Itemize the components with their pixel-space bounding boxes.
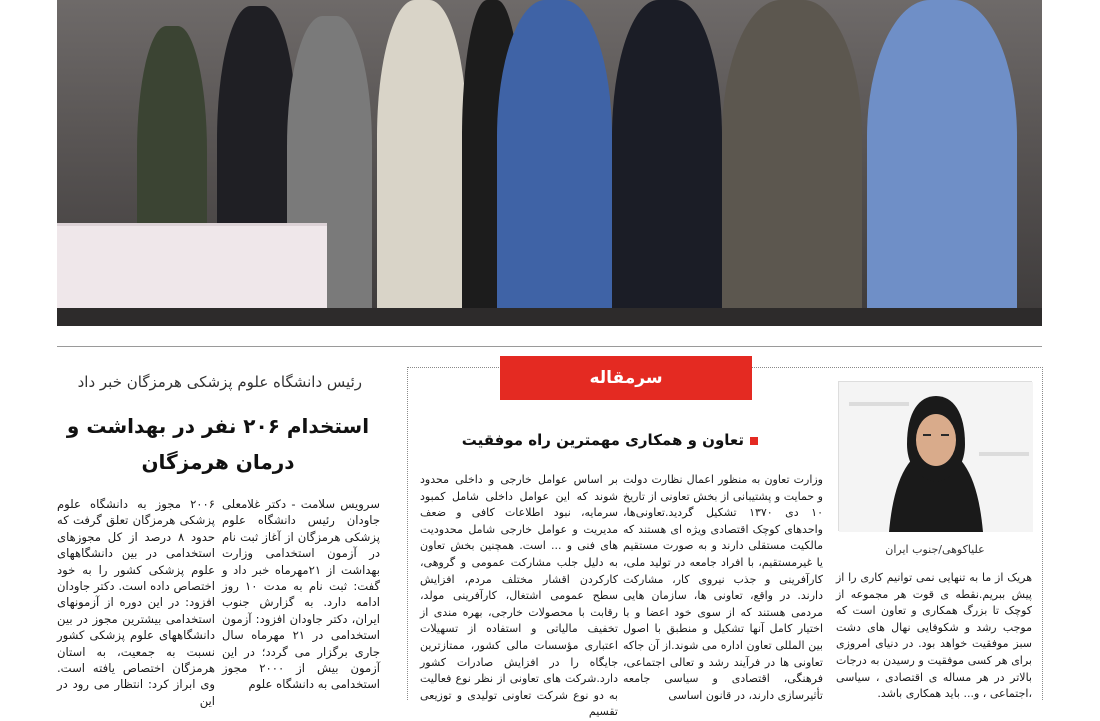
author-portrait-icon	[839, 382, 1033, 532]
editorial-body-column: بر اساس عوامل خارجی و داخلی محدود شوند که این عوامل داخلی شامل کمبود سرمایه، نبود اطلاعات کافی و ضعف مدیریت و عوامل خارجی شامل محدودیت های فنی و ... است. همچنین بخش تعاون به دلیل جلب مشارکت عمومی و گروهی، کارکردن اقشار مختلف مردم، افزایش سطح عمومی اشتغال، کارآفرینی مولد، رقابت با محصولات خارجی، بهره مندی از تخفیف مالیاتی و استفاده از تسهیلات اعتباری مؤسسات مالی کشور، ممتازترین جایگاه را در افزایش صادرات کشور دارد.شرکت های تعاونی از نظر نوع فعالیت به دو نوع شرکت تعاونی تولیدی و توزیعی تقسیم	[420, 473, 618, 719]
news-kicker: رئیس دانشگاه علوم پزشکی هرمزگان خبر داد	[77, 373, 362, 391]
news-body-column: ۲۰۰۶ مجوز به دانشگاه علوم پزشکی هرمزگان تعلق گرفت که حدود ۸ درصد از کل مجوزهای استخدامی در بین دانشگاههای علوم پزشکی کشور را به خود اختصاص داده است. دکتر جاودان افزود: در این دوره از آزمونهای استخدامی بیشترین مجوز در بین دانشگاههای علوم پزشکی کشور نسبت به جمعیت، به استان هرمزگان اختصاص یافته است. وی ابراز کرد: انتظار می رود در این	[57, 497, 216, 708]
editorial-title-text: تعاون و همکاری مهمترین راه موفقیت	[461, 431, 744, 449]
news-headline: استخدام ۲۰۶ نفر در بهداشت و درمان هرمزگان	[66, 414, 370, 474]
photo-figure	[377, 0, 467, 326]
editorial-body-column: وزارت تعاون به منظور اعمال نظارت دولت و حمایت و پشتیبانی از بخش تعاونی از تاریخ ۱۰ دی ۱۳۷۰ تشکیل گردید.تعاونی‌ها، واحدهای کوچک اقتصادی ویژه ای هستند که مالکیت مستقلی دارند و به صورت مستقیم یا غیرمستقیم، با افراد جامعه در تولید ملی، کارآفرینی و جذب نیروی کار، مشارکت دارند. در واقع، تعاونی ها، سازمان هایی مردمی هستند که از سوی خود اعضا و با اختیار کامل آنها تشکیل و منطبق با اصول بین المللی تعاون اداره می شوند.از آن جاکه تعاونی ها در فرآیند رشد و تعالی اجتماعی، فرهنگی، اقتصادی و سیاسی جامعه تأثیرسازی دارند، در قانون اساسی	[623, 473, 823, 702]
editorial-section-badge: سرمقاله	[500, 356, 752, 400]
author-photo	[838, 381, 1032, 531]
title-bullet-icon	[750, 437, 758, 445]
photo-figure	[612, 0, 722, 326]
author-caption: علیاکوهی/جنوب ایران	[885, 543, 985, 556]
news-photo	[57, 0, 1042, 326]
news-body-column: سرویس سلامت - دکتر غلامعلی جاودان رئیس دانشگاه علوم پزشکی هرمزگان از آغاز ثبت نام در آزمون استخدامی وزارت بهداشت از ۲۱مهرماه خبر داد و گفت: ثبت نام به مدت ۱۰ روز ادامه دارد. به گزارش جنوب ایران، دکتر جاودان افزود: آزمون استخدامی در ۲۱ مهرماه سال جاری برگزار می گردد؛ در این آزمون بیش از ۲۰۰۰ مجوز استخدامی به دانشگاه علوم	[222, 497, 381, 692]
photo-floor	[57, 308, 1042, 326]
photo-figure	[722, 0, 862, 326]
photo-figure	[497, 0, 612, 326]
editorial-title	[440, 431, 758, 449]
section-divider	[57, 346, 1042, 347]
editorial-intro-column: هریک از ما به تنهایی نمی توانیم کاری را از پیش ببریم.نقطه ی قوت هر مجموعه از کوچک تا بزرگ همکاری و تعاون است که موجب رشد و شکوفایی نهال های دشت سبز موفقیت خواهد بود. در دنیای امروزی برای هر کسی موفقیت و رسیدن به درجات بالاتر در هر مساله ی اقتصادی ، سیاسی ،اجتماعی ، و... باید همکاری باشد.	[836, 571, 1032, 701]
photo-figure	[867, 0, 1017, 326]
